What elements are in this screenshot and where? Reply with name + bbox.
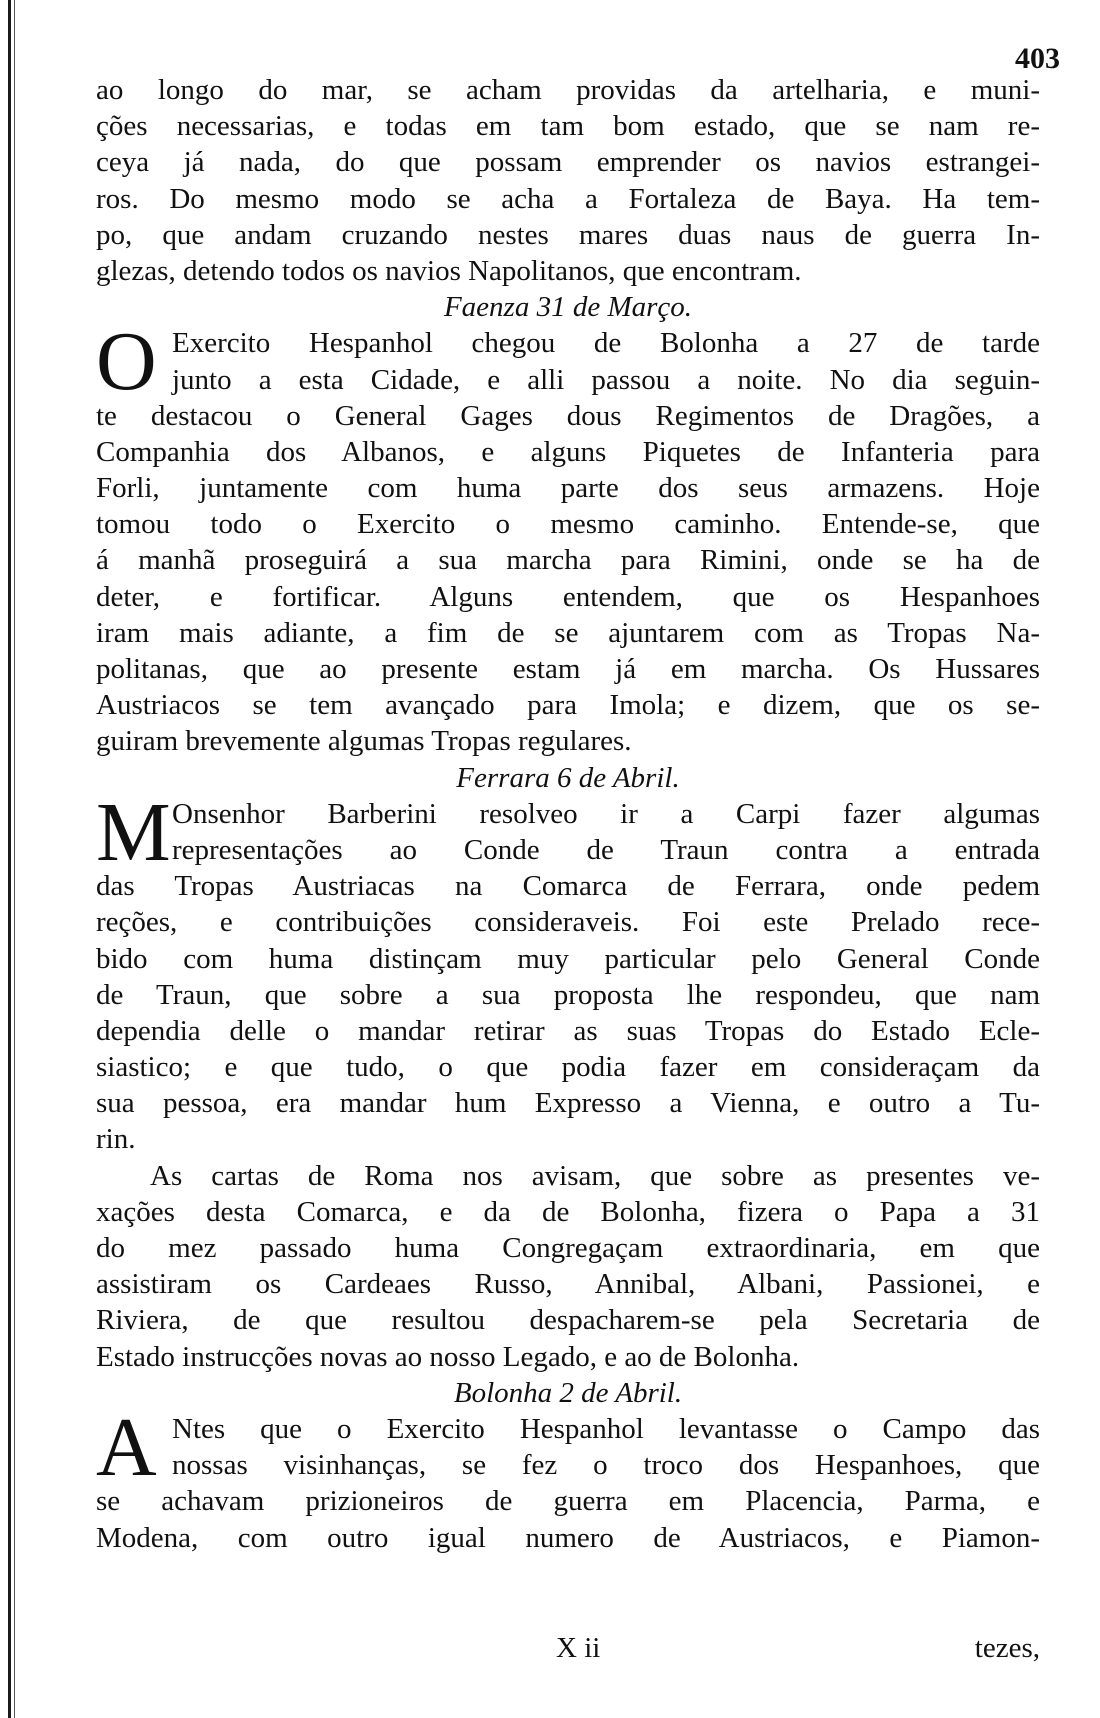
text-line: siastico; e que tudo, o que podia fazer em consideraçam da [96,1051,1040,1084]
drop-cap: O [96,315,157,409]
paragraph-roma [96,1158,1040,1375]
text-line: junto a esta Cidade, e alli passou a noite. No dia seguin- [172,363,1040,396]
text-line: Onsenhor Barberini resolveo ir a Carpi fazer algumas [172,797,1040,830]
text-line: sua pessoa, era mandar hum Expresso a Vienna, e outro a Tu- [96,1087,1040,1120]
text-line: ções necessarias, e todas em tam bom estado, que se nam re- [96,110,1040,143]
text-line: de Traun, que sobre a sua proposta lhe respondeu, que nam [96,978,1040,1011]
text-line: xações desta Comarca, e da de Bolonha, fizera o Papa a 31 [96,1195,1040,1228]
catchword: tezes, [974,1632,1040,1664]
text-line: das Tropas Austriacas na Comarca de Ferrara, onde pedem [96,870,1040,903]
paragraph-bolonha [96,1400,1040,1556]
text-line: tomou todo o Exercito o mesmo caminho. Entende-se, que [96,508,1040,541]
text-line: Modena, com outro igual numero de Austriacos, e Piamon- [96,1521,1040,1554]
text-line: ao longo do mar, se acham providas da artelharia, e muni- [96,74,1040,106]
text-block [96,72,1040,1556]
text-line: politanas, que ao presente estam já em marcha. Os Hussares [96,653,1040,685]
dateline-faenza: Faenza 31 de Março. [443,291,693,324]
text-line: Austriacos se tem avançado para Imola; e dizem, que os se- [96,689,1040,722]
text-line: Companhia dos Albanos, e alguns Piquetes de Infanteria para [96,435,1040,468]
text-line: Ntes que o Exercito Hespanhol levantasse o Campo das [172,1412,1040,1445]
text-line: reções, e contribuições consideraveis. Foi este Prelado rece- [96,906,1040,939]
text-line: Forli, juntamente com huma parte dos seus armazens. Hoje [96,472,1040,505]
text-line: assistiram os Cardeaes Russo, Annibal, Albani, Passionei, e [96,1268,1040,1301]
text-line: dependia delle o mandar retirar as suas Tropas do Estado Ecle- [96,1014,1040,1047]
text-line: rin. [96,1123,136,1156]
dateline-ferrara: Ferrara 6 de Abril. [456,761,680,794]
signature-mark: X ii [556,1632,601,1664]
text-line: po, que andam cruzando nestes mares duas naus de guerra In- [96,218,1040,251]
text-line: Exercito Hespanhol chegou de Bolonha a 27 de tarde [172,327,1040,360]
text-line: glezas, detendo todos os navios Napolitanos, que encontram. [96,254,802,287]
dateline-bolonha: Bolonha 2 de Abril. [453,1376,683,1409]
text-line: deter, e fortificar. Alguns entendem, que os Hespanhoes [96,580,1040,613]
text-line: do mez passado huma Congregaçam extraordinaria, em que [96,1232,1040,1264]
text-line: nossas visinhanças, se fez o troco dos Hespanhoes, que [172,1449,1040,1482]
text-line: ceya já nada, do que possam emprender os navios estrangei- [96,146,1040,179]
binding-edge [8,0,11,1718]
opening-paragraph [96,72,1040,289]
text-line: bido com huma distinçam muy particular pelo General Conde [96,942,1040,975]
text-line: As cartas de Roma nos avisam, que sobre as presentes ve- [150,1159,1040,1192]
page-number: 403 [1015,42,1060,75]
drop-cap: A [96,1400,157,1494]
paragraph-ferrara [96,785,1040,1158]
page-footer [96,1632,1040,1668]
text-line: Estado instrucções novas ao nosso Legado, e ao de Bolonha. [96,1340,800,1373]
text-line: iram mais adiante, a fim de se ajuntarem com as Tropas Na- [96,616,1040,649]
text-line: te destacou o General Gages dous Regimentos de Dragões, a [96,399,1040,432]
text-line: Riviera, de que resultou despacharem-se pela Secretaria de [96,1304,1040,1337]
text-line: representações ao Conde de Traun contra a entrada [172,833,1040,866]
text-line: á manhã proseguirá a sua marcha para Rimini, onde se ha de [96,544,1040,577]
text-line: se achavam prizioneiros de guerra em Placencia, Parma, e [96,1485,1040,1518]
text-line: guiram brevemente algumas Tropas regulares. [96,725,632,758]
drop-cap: M [96,785,171,879]
text-line: ros. Do mesmo modo se acha a Fortaleza de Baya. Ha tem- [96,182,1040,215]
binding-edge-inner [14,0,15,1718]
paragraph-faenza [96,315,1040,759]
